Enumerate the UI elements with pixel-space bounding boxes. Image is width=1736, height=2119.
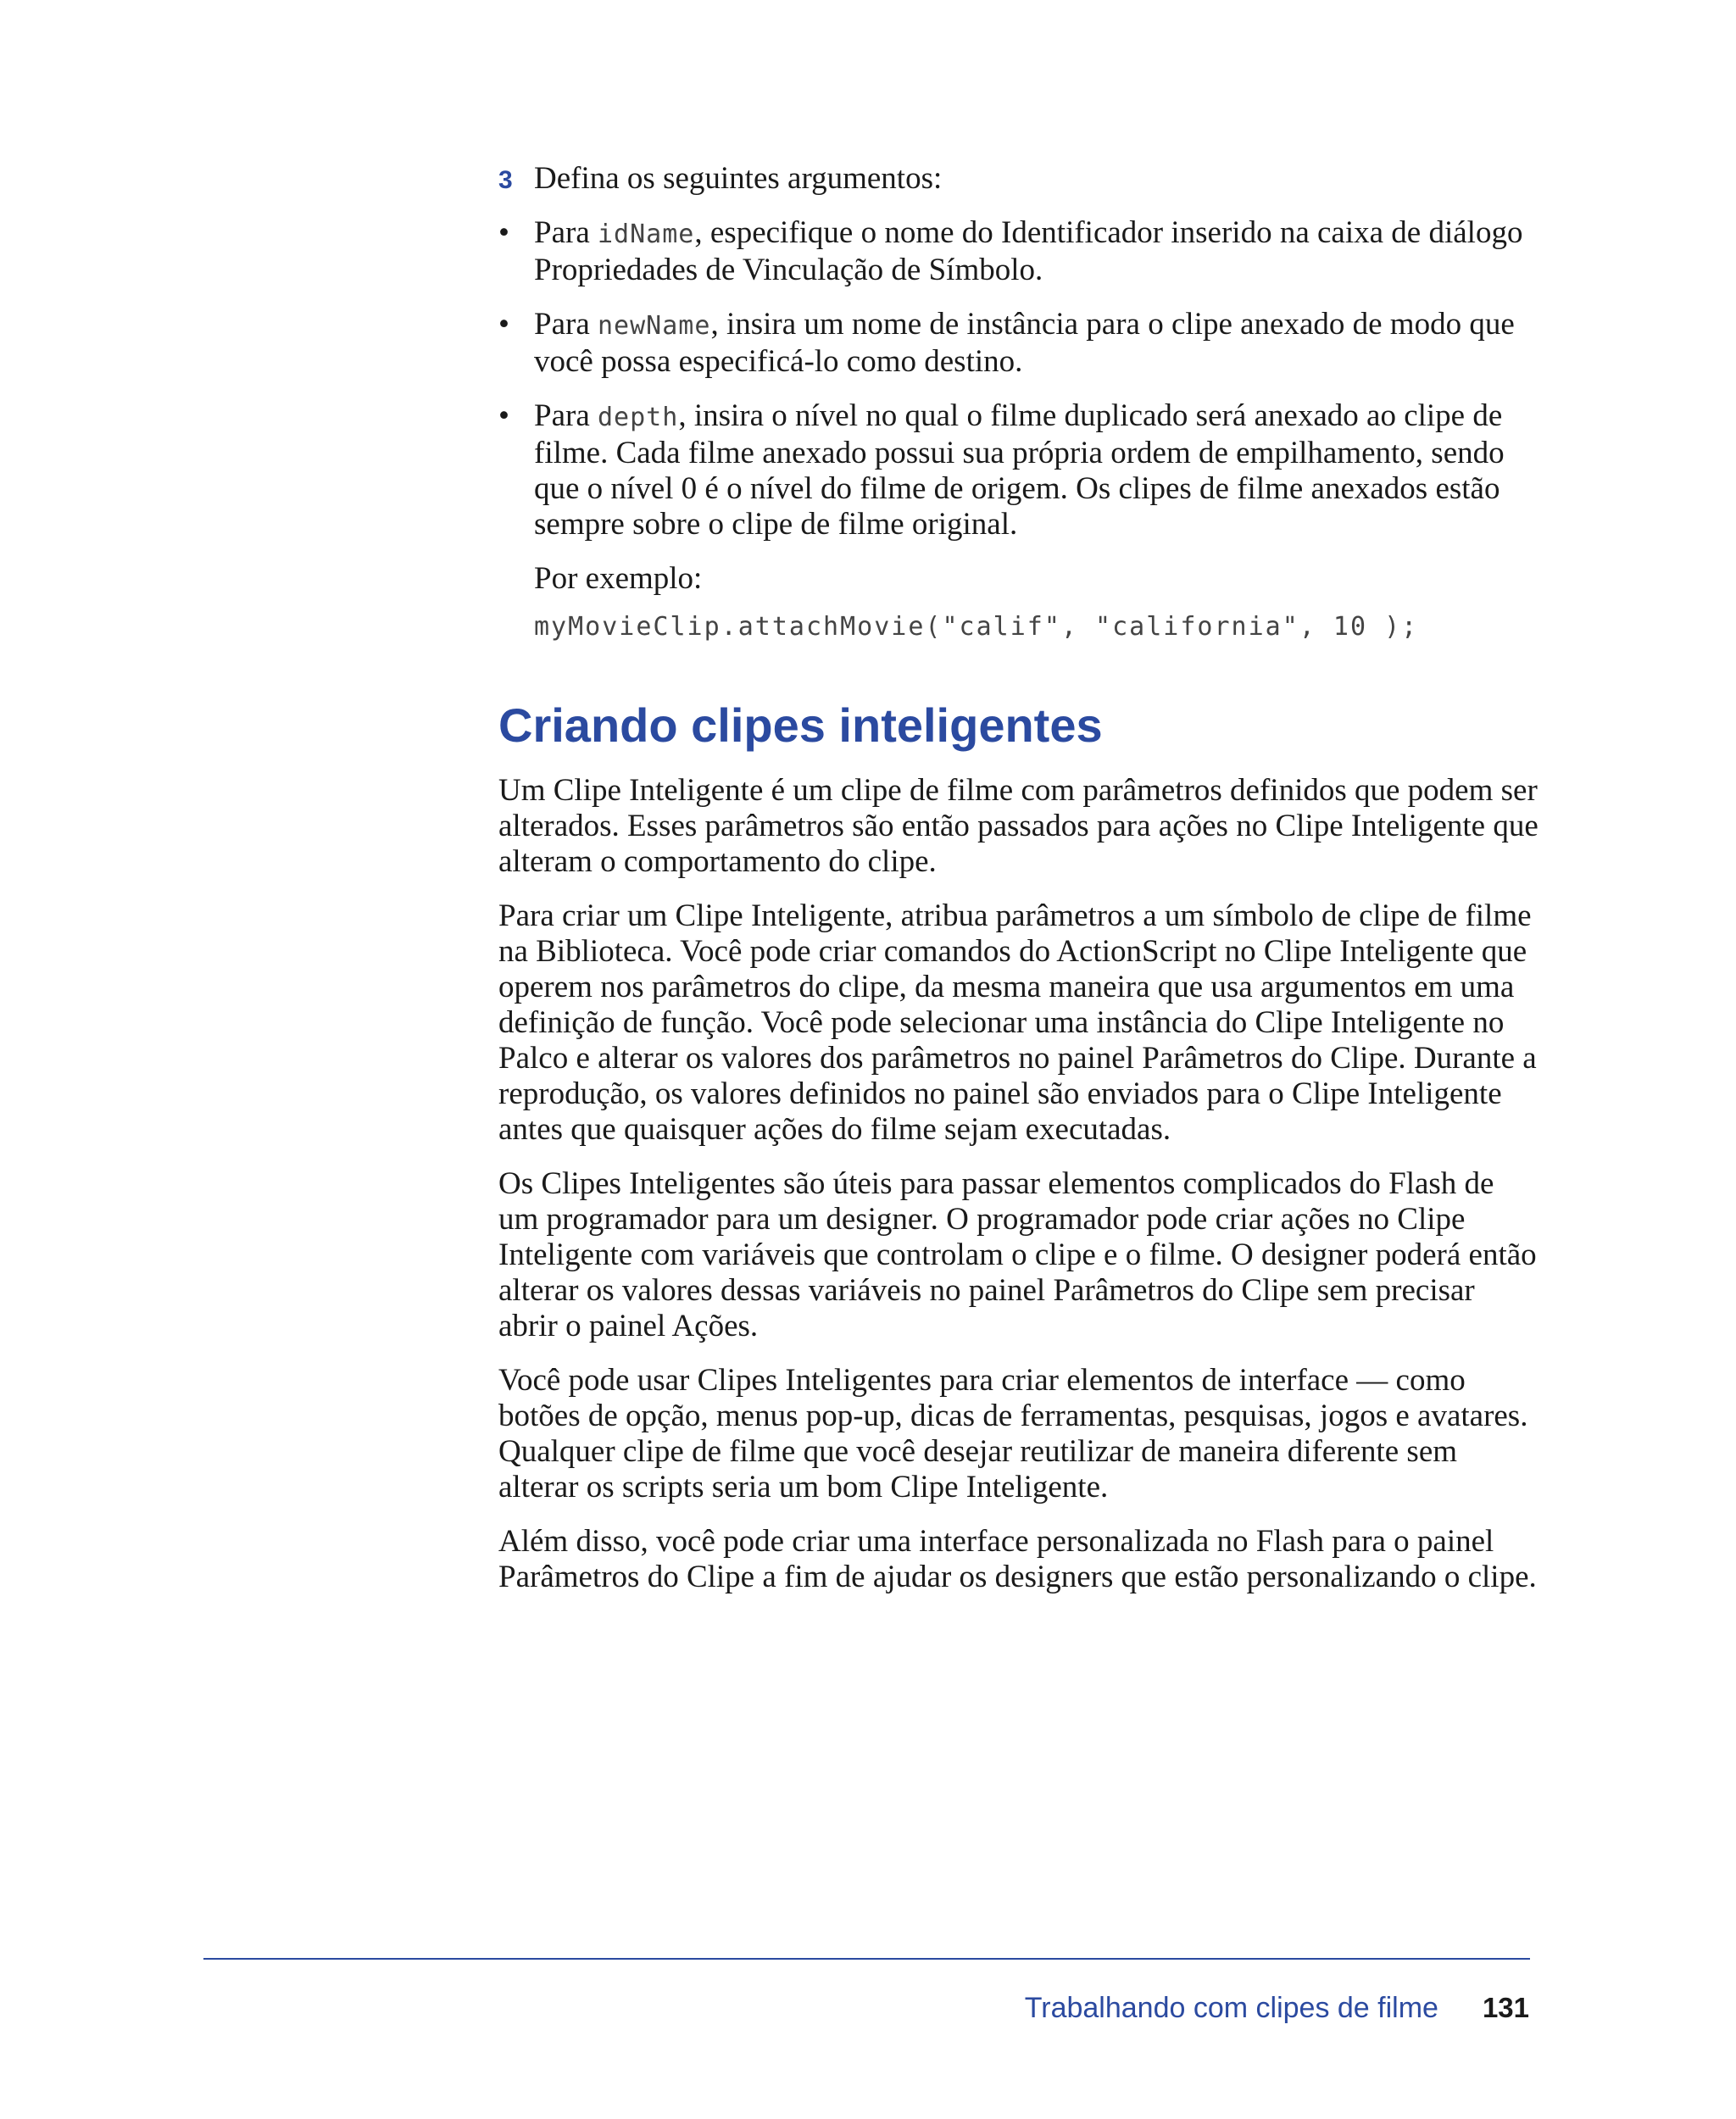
bullet-icon: • bbox=[498, 215, 509, 250]
section-heading: Criando clipes inteligentes bbox=[498, 698, 1103, 752]
body-paragraph: Você pode usar Clipes Inteligentes para criar elementos de interface — como botões de opção, menus pop-up, dicas de ferramentas, pesquisas, jogos e avatares. Qualquer clipe de filme que você desejar reutilizar de maneira diferente sem alterar os scripts seria um bom Clipe Inteligente. bbox=[498, 1363, 1528, 1504]
step-number: 3 bbox=[498, 166, 513, 194]
chapter-title: Trabalhando com clipes de filme bbox=[1024, 1992, 1438, 2024]
footer-divider bbox=[203, 1958, 1530, 1960]
inline-code: idName bbox=[598, 220, 695, 249]
body-paragraph: Para criar um Clipe Inteligente, atribua parâmetros a um símbolo de clipe de filme na Biblioteca. Você pode criar comandos do ActionScript no Clipe Inteligente que operem nos parâmetros do clipe, da mesma maneira que usa argumentos em uma definição de função. Você pode selecionar uma instância do Clipe Inteligente no Palco e alterar os valores dos parâmetros no painel Parâmetros do Clipe. Durante a reprodução, os valores definidos no painel são enviados para o Clipe Inteligente antes que quaisquer ações do filme sejam executadas. bbox=[498, 898, 1537, 1147]
argument-list bbox=[498, 215, 1541, 542]
page-footer bbox=[1025, 1992, 1529, 2025]
page-number: 131 bbox=[1482, 1992, 1529, 2023]
bullet-icon: • bbox=[498, 398, 509, 433]
example-code: myMovieClip.attachMovie("calif", "california", 10 ); bbox=[534, 612, 1419, 642]
step-text: Defina os seguintes argumentos: bbox=[534, 161, 943, 196]
bullet-text: , especifique o nome do Identificador inserido na caixa de diálogo Propriedades de Vinculação de Símbolo. bbox=[534, 215, 1523, 287]
list-item bbox=[498, 307, 1541, 380]
inline-code: newName bbox=[598, 311, 711, 341]
page-content bbox=[498, 161, 1541, 1614]
bullet-prefix: Para bbox=[534, 215, 598, 250]
bullet-prefix: Para bbox=[534, 398, 598, 433]
bullet-text: , insira um nome de instância para o clipe anexado de modo que você possa especificá-lo como destino. bbox=[534, 307, 1515, 379]
bullet-prefix: Para bbox=[534, 307, 598, 342]
numbered-step bbox=[498, 161, 1541, 197]
body-paragraph: Além disso, você pode criar uma interface personalizada no Flash para o painel Parâmetros do Clipe a fim de ajudar os designers que estão personalizando o clipe. bbox=[498, 1524, 1537, 1594]
bullet-text: , insira o nível no qual o filme duplicado será anexado ao clipe de filme. Cada filme anexado possui sua própria ordem de empilhamento, sendo que o nível 0 é o nível do filme de origem. Os clipes de filme anexados estão sempre sobre o clipe de filme original. bbox=[534, 398, 1505, 542]
bullet-icon: • bbox=[498, 307, 509, 342]
example-label: Por exemplo: bbox=[534, 561, 703, 596]
body-paragraph: Um Clipe Inteligente é um clipe de filme com parâmetros definidos que podem ser alterados. Esses parâmetros são então passados para ações no Clipe Inteligente que alteram o comportamento do clipe. bbox=[498, 773, 1538, 879]
inline-code: depth bbox=[598, 403, 679, 432]
body-paragraph: Os Clipes Inteligentes são úteis para passar elementos complicados do Flash de um programador para um designer. O programador pode criar ações no Clipe Inteligente com variáveis que controlam o clipe e o filme. O designer poderá então alterar os valores dessas variáveis no painel Parâmetros do Clipe sem precisar abrir o painel Ações. bbox=[498, 1166, 1537, 1343]
list-item bbox=[498, 398, 1541, 542]
list-item bbox=[498, 215, 1541, 288]
